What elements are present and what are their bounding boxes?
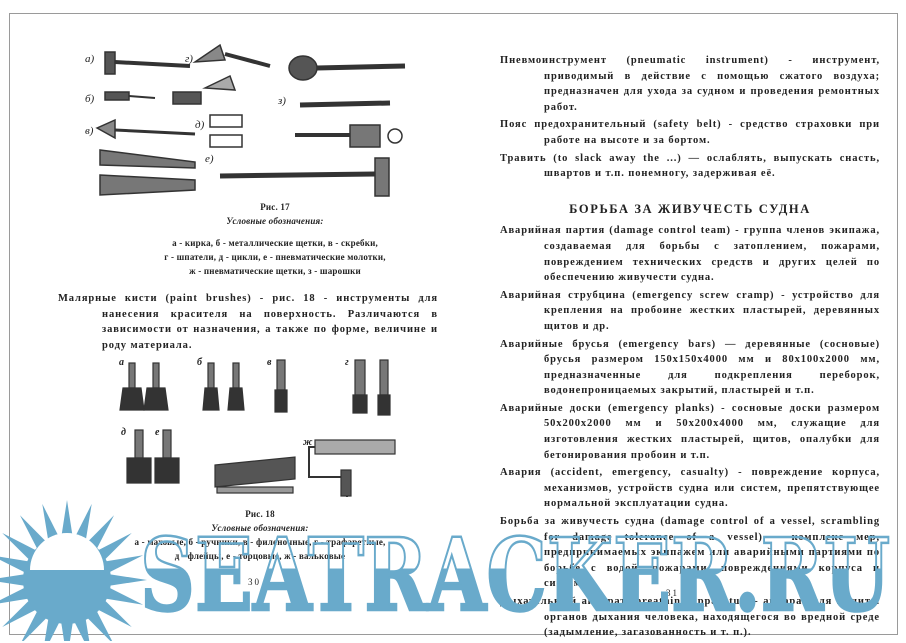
page-number-left: 30 [248, 577, 261, 587]
figure-17-legend-line: ж - пневматические щетки, з - шарошки [189, 266, 361, 276]
figure-17-legend-line: г - шпатели, д - цикли, е - пневматические молотки, [164, 252, 386, 262]
entry-pneumatic-instrument: Пневмоинструмент (pneumatic instrument) - инструмент, приводимый в действие с помощью сжатого воздуха; предназначен для ухода за судном и проведения ремонтных работ. [500, 55, 880, 113]
sun-ray [61, 500, 73, 538]
fig17-label-g: г) [185, 53, 193, 65]
entry-breathing-apparatus: Дыхательный аппарат (breathing apparatus) - аппарат для защиты органов дыхания человека, находящегося во вредной среде (задымление, загазованность и т. п.). [500, 596, 880, 639]
entry-emergency-bars: Аварийные брусья (emergency bars) — деревянные (сосновые) брусья размером 150x150x4000 мм и 80x100x2000 мм, предназначенные для подкрепления переборок, водонепроницаемых закрытий, пластырей и т.п. [500, 338, 880, 397]
fig18-label-zh: ж [303, 437, 313, 448]
fig17-label-b: б) [85, 93, 95, 105]
page-number-right: 31 [666, 588, 679, 598]
fig17-label-z: з) [278, 95, 286, 107]
entry-paint-brushes: Малярные кисти (paint brushes) - рис. 18 - инструменты для нанесения красителя на поверхность. Различаются в зависимости от назначения, а также по форме, величине и роду материала. [58, 293, 438, 351]
figure-17-title: Рис. 17 [260, 202, 290, 212]
figure-17-legend-title: Условные обозначения: [226, 216, 324, 226]
section-heading: БОРЬБА ЗА ЖИВУЧЕСТЬ СУДНА [569, 201, 811, 216]
entry-damage-control-of-vessel: Борьба за живучесть судна (damage control of a vessel, scrambling for damage tolerance of a vessel) - комплекс мер, предпринимаемых экипажем или аварийными партиями по борьбе с водой, пожарами, повреждениями корпуса и систем. [500, 516, 880, 590]
figure-17-legend-line: а - кирка, б - металлические щетки, в - скребки, [172, 238, 378, 248]
fig18-label-a: а [119, 357, 124, 368]
entry-emergency-screw-cramp: Аварийная струбцина (emergency screw cramp) - устройство для крепления на пробоине жестких пластырей, деревянных щитов и др. [500, 289, 880, 332]
sun-logo-icon [0, 500, 147, 641]
entry-damage-control-team: Аварийная партия (damage control team) - группа членов экипажа, создаваемая для борьбы с затоплением, пожарами, повреждением технических средств и других целей по обеспечению живучести судна. [500, 225, 880, 284]
entry-emergency-planks: Аварийные доски (emergency planks) - сосновые доски размером 50x200x2000 мм и 50x200x4000 мм, служащие для изготовления жестких пластырей, щитов, опалубки для бетонирования пробоин и т.п. [500, 402, 880, 461]
fig18-label-e: е [155, 427, 160, 438]
sun-ray [105, 555, 143, 573]
fig17-label-v: в) [85, 125, 94, 137]
figure-18-legend-line: а - маховые, б - ручники, в - филеночные, г - трафаретные, [134, 537, 386, 547]
fig17-label-d: д) [195, 119, 205, 131]
fig18-label-v: в [267, 357, 272, 368]
figure-18-legend-line: д - флейцы, е - торцовые, ж - вальковые [174, 551, 346, 561]
fig17-label-a: а) [85, 53, 95, 65]
sun-ray [0, 574, 25, 586]
figure-18-legend-title: Условные обозначения: [211, 523, 309, 533]
entry-safety-belt: Пояс предохранительный (safety belt) - средство страховки при работе на высоте и за бортом. [500, 119, 880, 146]
figure-18-title: Рис. 18 [245, 509, 275, 519]
fig18-label-g: г [345, 357, 349, 368]
sun-ray [105, 587, 143, 605]
fig18-label-d: д [121, 427, 126, 438]
watermark-text: SEATRACKER.RU [140, 516, 890, 634]
fig18-label-b: б [197, 357, 202, 368]
entry-slack-away: Травить (to slack away the ...) — ослаблять, выпускать снасть, швартов и т.п. понемногу, задерживая её. [500, 152, 880, 180]
entry-accident: Авария (accident, emergency, casualty) - повреждение корпуса, механизмов, устройств судна или систем, препятствующее нормальной эксплуатации судна. [500, 467, 880, 510]
fig17-label-e: е) [205, 153, 214, 165]
sun-ray [61, 622, 73, 641]
